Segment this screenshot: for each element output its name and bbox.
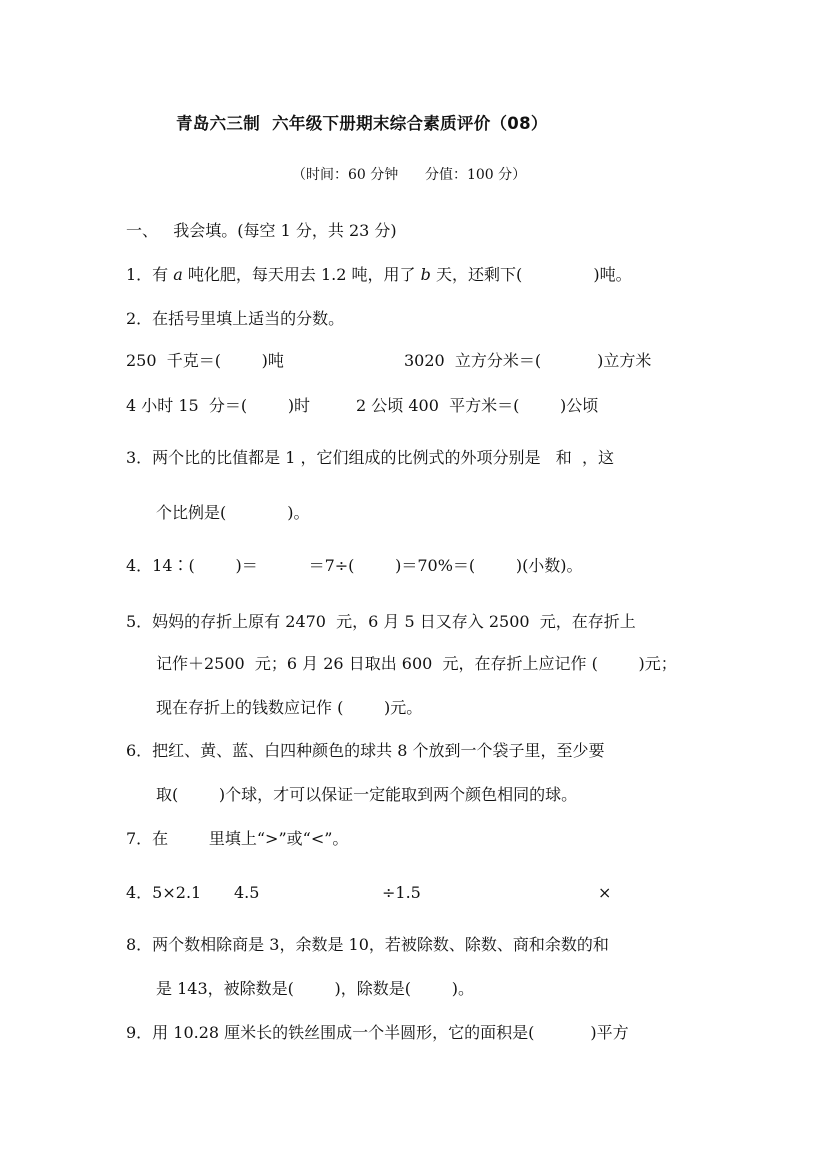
question-6-line-1: 6．把红、黄、蓝、白四种颜色的球共 8 个放到一个袋子里，至少要 bbox=[126, 741, 605, 760]
question-1 bbox=[126, 265, 632, 285]
section-heading: 一、 我会填。(每空 1 分，共 23 分) bbox=[126, 221, 397, 240]
question-2: 2．在括号里填上适当的分数。 bbox=[126, 309, 345, 328]
q1-text: 1．有 bbox=[126, 265, 174, 284]
question-4: 4．14∶( )＝ ＝7÷( )＝70%＝( )(小数)。 bbox=[126, 556, 583, 575]
page-title: 青岛六三制 六年级下册期末综合素质评价（08） bbox=[176, 114, 548, 133]
q1-text: 吨化肥，每天用去 1.2 吨，用了 bbox=[182, 265, 421, 284]
q1-var-b: b bbox=[420, 265, 431, 284]
q1-text: 天，还剩下( )吨。 bbox=[430, 265, 632, 284]
question-2c: 4 小时 15 分＝( )时 bbox=[126, 396, 311, 415]
question-7c: ÷1.5 bbox=[382, 883, 421, 902]
question-2b: 3020 立方分米＝( )立方米 bbox=[404, 351, 652, 370]
question-6-line-2: 取( )个球，才可以保证一定能取到两个颜色相同的球。 bbox=[156, 785, 578, 804]
exam-info: （时间：60 分钟 分值：100 分） bbox=[292, 167, 527, 183]
question-9: 9．用 10.28 厘米长的铁丝围成一个半圆形，它的面积是( )平方 bbox=[126, 1023, 629, 1042]
question-5-line-3: 现在存折上的钱数应记作 ( )元。 bbox=[156, 698, 423, 717]
question-7: 7．在 里填上“>”或“<”。 bbox=[126, 829, 349, 848]
question-2a: 250 千克＝( )吨 bbox=[126, 351, 284, 370]
q1-var-a: a bbox=[173, 265, 183, 284]
question-2d: 2 公顷 400 平方米＝( )公顷 bbox=[356, 396, 599, 415]
question-8-line-2: 是 143，被除数是( )，除数是( )。 bbox=[156, 979, 474, 998]
question-5-line-2: 记作＋2500 元；6 月 26 日取出 600 元，在存折上应记作 ( )元； bbox=[156, 654, 677, 673]
question-7a: 4．5×2.1 bbox=[126, 883, 202, 902]
question-8-line-1: 8．两个数相除商是 3，余数是 10，若被除数、除数、商和余数的和 bbox=[126, 935, 609, 954]
question-7b: 4.5 bbox=[234, 883, 260, 902]
question-3-line-2: 个比例是( )。 bbox=[156, 503, 310, 522]
question-7d: × bbox=[598, 883, 612, 902]
question-5-line-1: 5．妈妈的存折上原有 2470 元，6 月 5 日又存入 2500 元，在存折上 bbox=[126, 612, 636, 631]
question-3-line-1: 3．两个比的比值都是 1 ，它们组成的比例式的外项分别是 和 ，这 bbox=[126, 448, 614, 467]
